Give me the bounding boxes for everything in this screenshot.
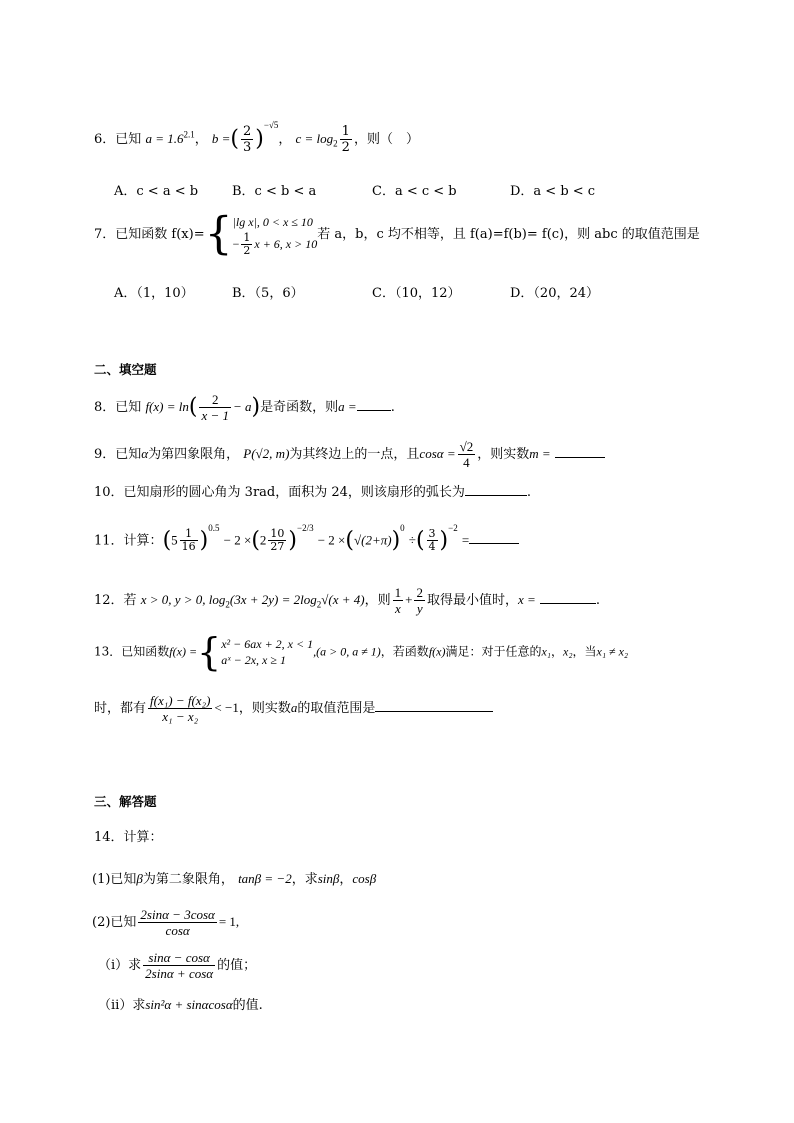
q13-text-5: ，当: [572, 644, 597, 659]
q6-text: 已知: [115, 132, 142, 147]
q6-c-frac: $\frac{1}{2}$: [341, 124, 350, 155]
q9-point: P(√2, m): [243, 446, 290, 461]
question-10: [94, 483, 531, 502]
q6-tail: ，则（ ）: [353, 132, 419, 147]
q14-sin: sinβ: [317, 871, 340, 886]
q7-text: 已知函数 f(x)=: [115, 227, 205, 242]
q7-option-b: B．（5，6）: [232, 286, 304, 301]
q8-end: .: [390, 400, 395, 415]
q14-p1-text-2: 为第二象限角，: [142, 872, 234, 887]
q13-l2-text-2: ，则实数: [238, 701, 291, 716]
q11-p2-exp: −2/3: [297, 523, 314, 533]
q9-frac: $\frac{√2}{4}$: [459, 439, 474, 470]
q6-a-exp: 2.1: [183, 129, 195, 140]
section-2-heading: 二、填空题: [94, 362, 157, 377]
q7-case-1: |lg x|, 0 < x ≤ 10: [232, 215, 313, 229]
q11-p4-frac: $\frac{3}{4}$: [428, 527, 436, 554]
q13-case-1: x² − 6ax + 2, x < 1: [221, 637, 314, 651]
q6-b-def: b =: [211, 131, 231, 146]
q11-op-2: − 2 ×: [317, 532, 346, 548]
q12-x-eq: x =: [517, 592, 536, 607]
q14-tan: tanβ = −2: [238, 871, 292, 886]
q14-ii-text: （ⅱ）求: [98, 998, 146, 1013]
q12-base-2: 2: [316, 599, 322, 610]
q14-i-text-2: 的值；: [217, 958, 257, 973]
q12-cond-2: (3x + 2y) = 2log: [229, 592, 317, 607]
q13-ineq: < −1: [214, 700, 239, 715]
q12-plus: +: [405, 592, 413, 607]
q13-number: 13．: [94, 644, 122, 659]
question-13: [94, 632, 628, 672]
q9-cos: cosα =: [419, 446, 456, 461]
section-3-heading: 三、解答题: [94, 794, 157, 809]
q13-l2-text: 时，都有: [94, 701, 147, 716]
question-9: [94, 439, 605, 470]
q11-text: 计算：: [123, 533, 163, 549]
q6-number: 6．: [94, 132, 116, 147]
q7-number: 7．: [94, 227, 116, 242]
q7-option-c: C．（10，12）: [372, 286, 461, 301]
q9-answer-blank[interactable]: [555, 445, 605, 458]
q12-frac-2: $\frac{2}{y}$: [416, 585, 423, 616]
q14-p1-text-3: ，求: [291, 872, 318, 887]
q14-i-text: （ⅰ）求: [98, 958, 142, 973]
q9-number: 9．: [94, 447, 116, 462]
question-6: 6．已知 $a = 1.6^{2.1}$， b =( $\frac{2}{3}$ )$^{-√5}$， $c = \log_2$ $\frac{1}{2}$ ，则（ ）: [94, 119, 419, 155]
q11-op-3: ÷: [408, 532, 416, 548]
q13-x1: x₁: [541, 644, 551, 659]
q8-minus-a: − a: [233, 399, 252, 414]
q13-func-2: f(x): [428, 644, 446, 659]
q13-x2: x₂: [563, 644, 573, 659]
question-14-part-2: [92, 907, 239, 938]
q13-a: a: [290, 700, 298, 715]
q8-number: 8．: [94, 400, 116, 415]
q13-neq: x₁ ≠ x₂: [596, 644, 629, 659]
q12-frac-1: $\frac{1}{x}$: [394, 585, 402, 616]
question-8: 8．已知 f(x) = ln( $\frac{2}{x - 1}$ − a)是奇函数，则a = .: [94, 392, 395, 423]
q12-end: .: [595, 593, 601, 608]
q14-p2-frac: $\frac{2\sin\alpha - 3\cos\alpha}{\cos\alpha}$: [140, 907, 215, 938]
q13-cases: [221, 636, 313, 668]
question-14-part-1: [92, 870, 376, 889]
q13-answer-blank[interactable]: [375, 699, 493, 712]
q11-answer-blank[interactable]: [469, 531, 519, 544]
q13-text-3: 满足：对于任意的: [445, 644, 542, 659]
q14-ii-expr: sin²α + sinαcosα: [145, 997, 233, 1012]
q14-p2-eq: = 1,: [218, 914, 240, 929]
q11-number: 11．: [94, 533, 124, 549]
q13-frac: $\frac{\text{f(x₁) − f(x₂)}}{\text{x₁ − x₂}}$: [150, 693, 211, 724]
q13-brace: {: [197, 630, 222, 674]
q8-frac: $\frac{2}{x - 1}$: [201, 392, 230, 423]
q6-c-def: c = log: [295, 131, 334, 146]
q12-text-2: ，则: [364, 593, 391, 608]
q11-p1-int: 5: [171, 532, 178, 548]
q14-p1-text: (1)已知: [92, 872, 137, 887]
question-13-line-2: [94, 693, 493, 724]
q7-case-2: x + 6, x > 10: [254, 237, 318, 251]
q6-b-frac: $\frac{2}{3}$: [242, 124, 252, 155]
q11-op-1: − 2 ×: [223, 532, 252, 548]
q9-text-2: 为第四象限角，: [148, 447, 240, 462]
q11-p2-int: 2: [259, 532, 267, 548]
q12-text: 若: [123, 593, 137, 608]
question-14-part-2-ii: [98, 996, 263, 1015]
q6-option-c: C．a < c < b: [372, 184, 457, 199]
question-14-heading: 14．计算：: [94, 830, 163, 845]
q11-p1-frac: $\frac{1}{16}$: [181, 527, 196, 554]
q9-m-eq: m =: [529, 446, 551, 461]
q14-i-frac: $\frac{\sin\alpha - \cos\alpha}{2\sin\alpha + \cos\alpha}$: [145, 950, 214, 981]
q13-l2-text-3: 的取值范围是: [297, 701, 376, 716]
q6-option-d: D．a < b < c: [510, 184, 596, 199]
q8-answer-blank[interactable]: [357, 398, 391, 411]
q11-p4-exp: −2: [448, 523, 458, 533]
question-11: 11．计算：(5 $\frac{1}{16}$ )$^{0.5}$ − 2 ×(2 $\frac{10}{27}$ )$^{-2/3} - 2 \times(√(2+\pi))^0$ ÷( $\frac{3}{4}$ )$^{-2}$ =: [94, 527, 519, 553]
q11-p1-exp: 0.5: [208, 523, 220, 533]
q6-a-def: a = 1.6: [145, 131, 184, 146]
q13-text: 已知函数: [121, 644, 170, 659]
q12-text-3: 取得最小值时，: [426, 593, 518, 608]
q9-text-4: ，则实数: [477, 447, 530, 462]
q7-option-d: D．（20，24）: [510, 286, 600, 301]
q11-p3: √(2+π): [353, 532, 392, 548]
q8-func: f(x) = ln: [145, 399, 189, 414]
q10-answer-blank[interactable]: [465, 483, 527, 496]
q7-case-2-frac: $\frac{1}{2}$: [243, 231, 251, 257]
question-7: [94, 208, 700, 260]
q12-cond-1: x > 0, y > 0, log: [140, 592, 226, 607]
q12-number: 12．: [94, 593, 124, 608]
q8-a-eq: a =: [338, 399, 357, 414]
q7-cases: [233, 212, 318, 257]
q6-b-exp: −√5: [263, 119, 279, 130]
q12-cond-3: √(x + 4): [321, 592, 365, 607]
q7-case-2-sign: −: [232, 237, 240, 251]
q13-comma: ，: [550, 644, 563, 659]
q6-c-base: 2: [333, 138, 338, 149]
q14-cos: cosβ: [352, 871, 377, 886]
q11-p3-exp: 0: [400, 523, 405, 533]
q13-text-2: ，若函数: [380, 644, 429, 659]
q11-p2-frac: $\frac{10}{27}$: [270, 527, 285, 554]
q7-tail: 若 a，b，c 均不相等，且 f(a)=f(b)= f(c)，则 abc 的取值范围是: [317, 227, 700, 242]
q9-text: 已知: [115, 447, 142, 462]
q14-p1-comma: ，: [339, 872, 353, 887]
q13-func: f(x) =: [169, 644, 198, 659]
question-14-part-2-i: [98, 950, 256, 981]
q12-base-1: 2: [225, 599, 230, 610]
q7-option-a: A．（1，10）: [114, 286, 194, 301]
q9-text-3: 为其终边上的一点，且: [289, 447, 420, 462]
q6-option-b: B．c < b < a: [232, 184, 317, 199]
q7-brace: {: [204, 208, 233, 260]
question-12: [94, 585, 600, 616]
q6-option-a: A．c < a < b: [114, 184, 199, 199]
q14-beta: β: [136, 871, 143, 886]
q11-eq: =: [461, 532, 470, 548]
q8-text: 已知: [115, 400, 142, 415]
q10-text: 10．已知扇形的圆心角为 3rad，面积为 24，则该扇形的弧长为: [94, 485, 465, 500]
q10-end: .: [526, 485, 532, 500]
q13-cond: ,(a > 0, a ≠ 1): [313, 644, 381, 659]
q12-answer-blank[interactable]: [540, 591, 596, 604]
q9-alpha: α: [141, 446, 149, 461]
q14-p2-text: (2)已知: [92, 915, 137, 930]
q14-ii-text-2: 的值.: [232, 998, 263, 1013]
q13-case-2: aˣ − 2x, x ≥ 1: [221, 653, 286, 667]
q8-text-2: 是奇函数，则: [260, 400, 339, 415]
